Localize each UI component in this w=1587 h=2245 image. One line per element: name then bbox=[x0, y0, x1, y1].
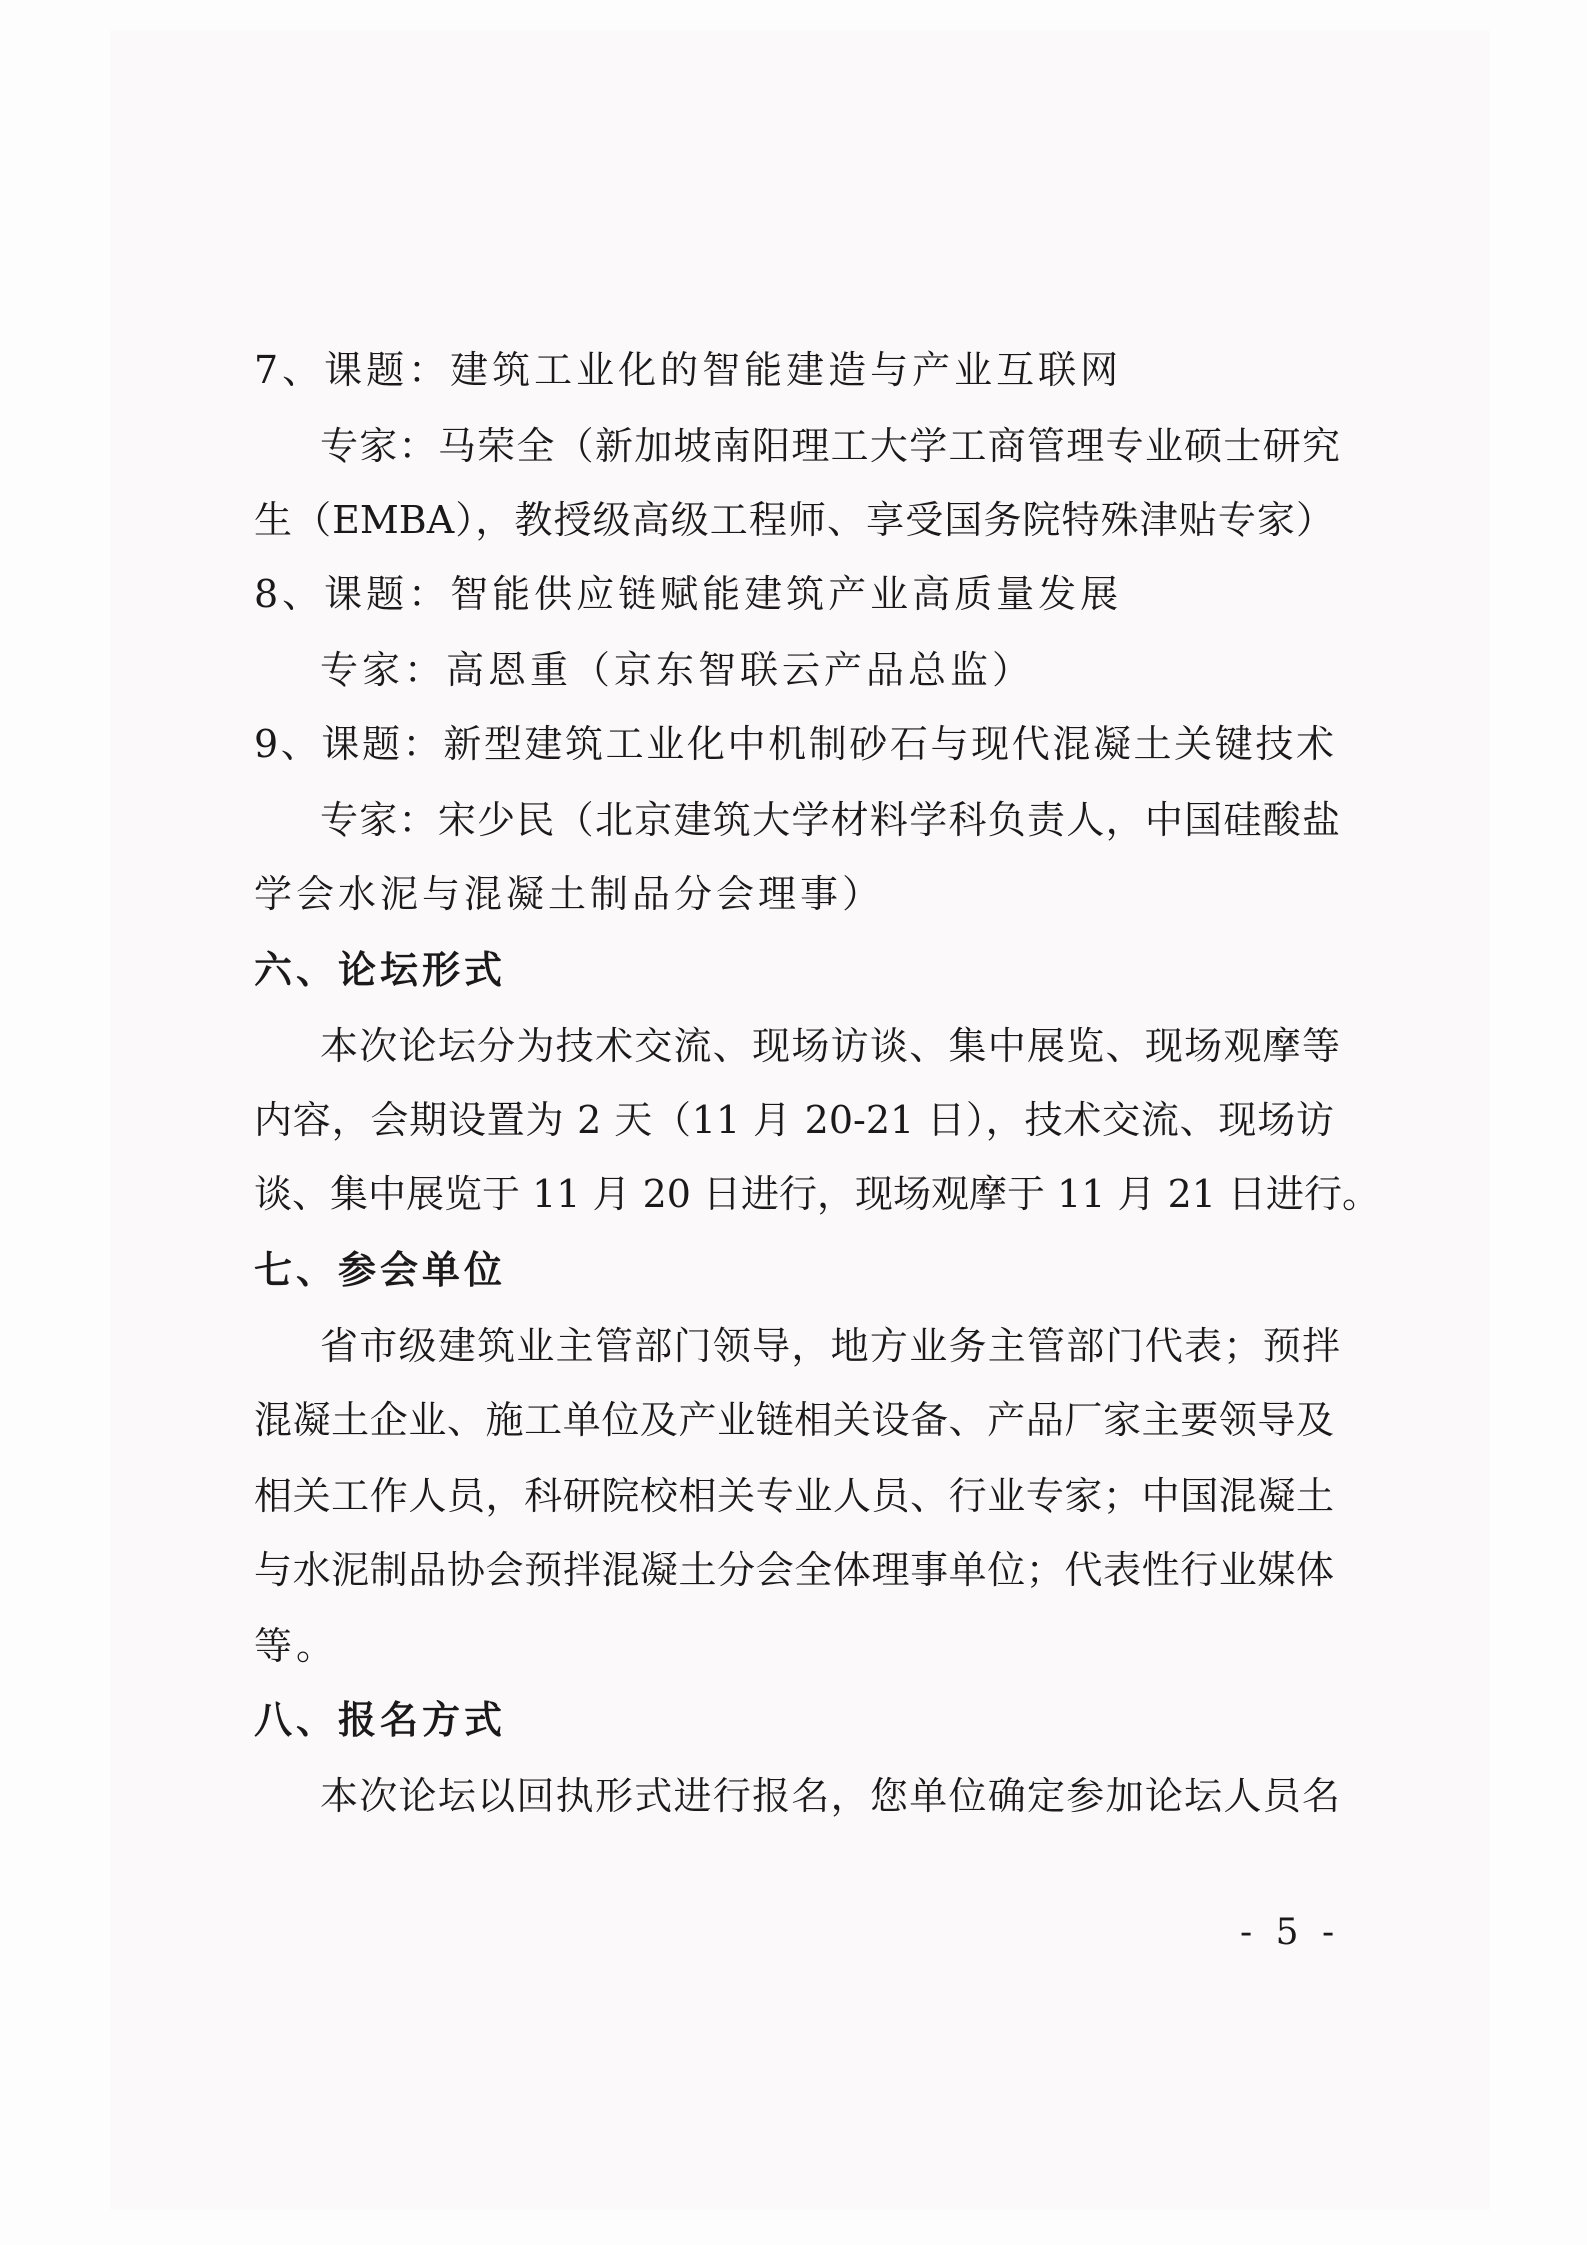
topic-9-expert-line-2: 学会水泥与混凝土制品分会理事） bbox=[254, 872, 885, 916]
topic-7-title: 7、课题：建筑工业化的智能建造与产业互联网 bbox=[254, 348, 1123, 392]
section-6-heading: 六、论坛形式 bbox=[254, 947, 507, 992]
section-7-paragraph-line-1: 省市级建筑业主管部门领导，地方业务主管部门代表；预拌 bbox=[320, 1324, 1340, 1368]
topic-7-expert-line-1: 专家：马荣全（新加坡南阳理工大学工商管理专业硕士研究 bbox=[320, 424, 1340, 468]
section-8-paragraph-line-1: 本次论坛以回执形式进行报名，您单位确定参加论坛人员名 bbox=[320, 1774, 1340, 1818]
section-6-paragraph-line-1: 本次论坛分为技术交流、现场访谈、集中展览、现场观摩等 bbox=[320, 1024, 1340, 1068]
section-8-heading: 八、报名方式 bbox=[254, 1697, 507, 1742]
topic-8-expert: 专家：高恩重（京东智联云产品总监） bbox=[320, 648, 1035, 692]
section-7-paragraph-line-5: 等。 bbox=[254, 1624, 339, 1668]
topic-7-expert-line-2: 生（EMBA），教授级高级工程师、享受国务院特殊津贴专家） bbox=[254, 498, 1334, 542]
topic-9-expert-line-1: 专家：宋少民（北京建筑大学材料学科负责人，中国硅酸盐 bbox=[320, 798, 1340, 842]
section-7-heading: 七、参会单位 bbox=[254, 1247, 507, 1292]
section-6-paragraph-line-2: 内容，会期设置为 2 天（11 月 20-21 日），技术交流、现场访 bbox=[254, 1098, 1334, 1142]
page-number: - 5 - bbox=[1240, 1912, 1341, 1953]
section-6-paragraph-line-3: 谈、集中展览于 11 月 20 日进行，现场观摩于 11 月 21 日进行。 bbox=[254, 1172, 1381, 1216]
section-7-paragraph-line-3: 相关工作人员，科研院校相关专业人员、行业专家；中国混凝土 bbox=[254, 1474, 1334, 1518]
section-7-paragraph-line-2: 混凝土企业、施工单位及产业链相关设备、产品厂家主要领导及 bbox=[254, 1398, 1334, 1442]
section-7-paragraph-line-4: 与水泥制品协会预拌混凝土分会全体理事单位；代表性行业媒体 bbox=[254, 1548, 1334, 1592]
topic-8-title: 8、课题：智能供应链赋能建筑产业高质量发展 bbox=[254, 572, 1123, 616]
topic-9-title: 9、课题：新型建筑工业化中机制砂石与现代混凝土关键技术 bbox=[254, 722, 1334, 766]
